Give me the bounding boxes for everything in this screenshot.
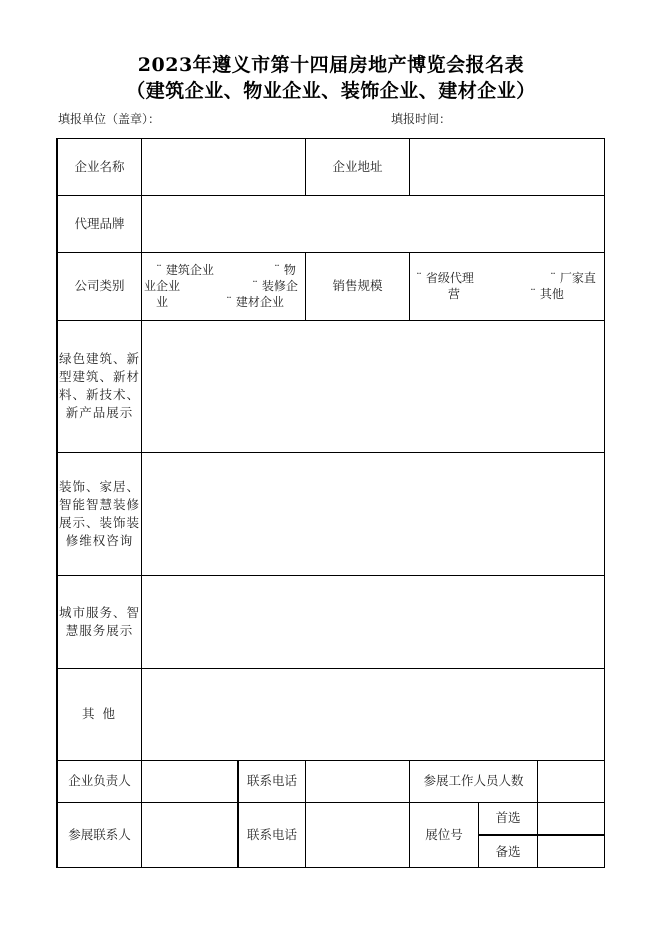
checkbox-other[interactable]: ¨ 其他 <box>530 287 564 301</box>
phone-field-1[interactable] <box>306 761 409 802</box>
fill-time-label: 填报时间： <box>391 112 452 126</box>
form-title: 2023年遵义市第十四届房地产博览会报名表 <box>137 54 525 76</box>
registration-table <box>56 138 605 868</box>
sales-scale-options[interactable] <box>410 253 604 320</box>
checkbox-materials[interactable]: ¨ 建材企业 <box>226 295 284 309</box>
city-service-field[interactable] <box>142 576 604 668</box>
green-building-field[interactable] <box>142 321 604 452</box>
green-building-label: 绿色建筑、新型建筑、新材料、新技术、新产品展示 <box>59 351 141 420</box>
agent-brand-label: 代理品牌 <box>74 215 125 231</box>
fill-unit-label: 填报单位（盖章）： <box>58 112 161 126</box>
phone-label-1: 联系电话 <box>246 773 297 788</box>
contact-field[interactable] <box>142 803 237 867</box>
checkbox-direct-sales-cont: 营 <box>448 287 461 301</box>
phone-label-2: 联系电话 <box>246 826 297 842</box>
leader-field[interactable] <box>142 761 237 802</box>
staff-count-field[interactable] <box>538 761 604 802</box>
sales-scale-label: 销售规模 <box>332 278 383 293</box>
decoration-field[interactable] <box>142 453 604 575</box>
company-type-options[interactable] <box>142 253 305 320</box>
checkbox-decoration[interactable]: ¨ 装修企 <box>252 279 298 293</box>
booth-second-field[interactable] <box>538 836 604 867</box>
company-type-label: 公司类别 <box>74 278 125 293</box>
booth-first-label: 首选 <box>495 810 521 825</box>
checkbox-construction[interactable]: ¨ 建筑企业 <box>156 263 214 277</box>
other-label: 其 他 <box>82 706 117 721</box>
booth-first-field[interactable] <box>538 803 604 834</box>
company-address-label: 企业地址 <box>332 158 383 174</box>
checkbox-property[interactable]: ¨ 物 <box>274 263 296 277</box>
checkbox-provincial-agent[interactable]: ¨ 省级代理 <box>416 271 474 285</box>
staff-count-label: 参展工作人员人数 <box>423 773 524 788</box>
checkbox-property-cont: 业企业 <box>144 279 181 293</box>
company-name-label: 企业名称 <box>74 158 125 174</box>
checkbox-direct-sales[interactable]: ¨ 厂家直 <box>550 271 596 285</box>
phone-field-2[interactable] <box>306 803 409 867</box>
decoration-label: 装饰、家居、智能智慧装修展示、装饰装修维权咨询 <box>59 478 141 548</box>
checkbox-decoration-cont: 业 <box>156 295 169 309</box>
booth-second-label: 备选 <box>495 843 521 859</box>
contact-label: 参展联系人 <box>68 826 131 842</box>
company-address-field[interactable] <box>410 139 604 195</box>
booth-label: 展位号 <box>425 826 463 842</box>
other-field[interactable] <box>142 669 604 760</box>
border-right <box>604 138 605 868</box>
border-bottom <box>56 867 605 868</box>
city-service-label: 城市服务、智慧服务展示 <box>59 604 141 638</box>
form-subtitle: （建筑企业、物业企业、装饰企业、建材企业） <box>126 80 536 102</box>
company-name-field[interactable] <box>142 139 305 195</box>
leader-label: 企业负责人 <box>68 773 131 788</box>
agent-brand-field[interactable] <box>142 196 604 252</box>
